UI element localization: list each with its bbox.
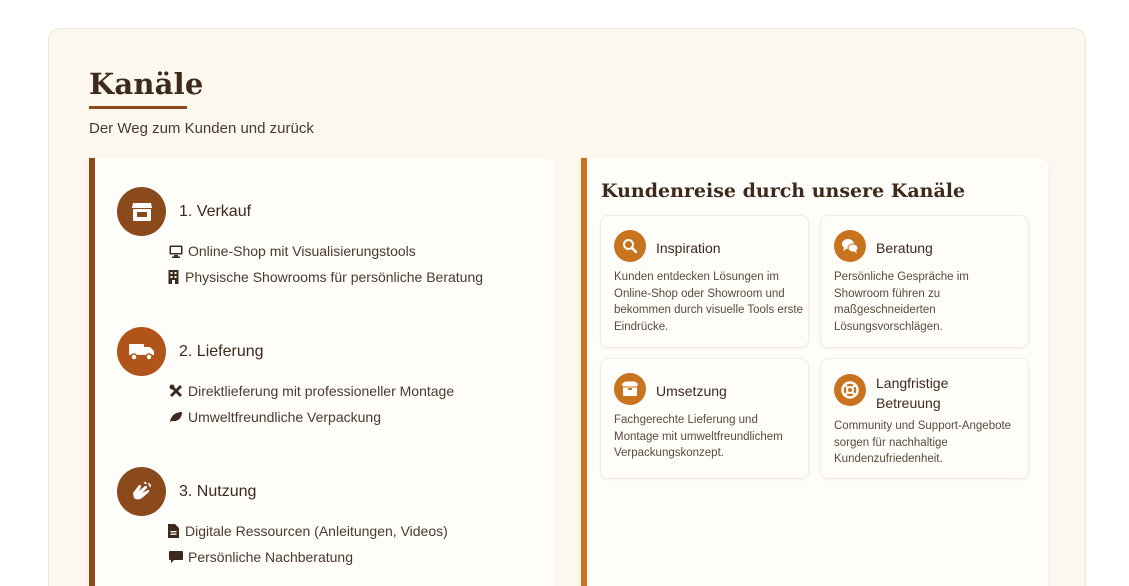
building-icon: [166, 270, 180, 284]
store-icon: [117, 187, 166, 236]
channels-panel: [89, 158, 555, 586]
search-icon: [614, 230, 646, 262]
journey-panel: [581, 158, 1048, 586]
channel-item-label: Umweltfreundliche Verpackung: [188, 409, 381, 425]
channel-item-label: Online-Shop mit Visualisierungstools: [188, 243, 416, 259]
stage-title: Langfristige Betreuung: [876, 375, 949, 411]
stage-description: Persönliche Gespräche im Showroom führen zu maßgeschneiderten Lösungsvorschlägen.: [834, 271, 969, 333]
channel-item-label: Persönliche Nachberatung: [188, 549, 353, 565]
stage-title: Inspiration: [656, 240, 721, 256]
channel-item: [166, 523, 448, 539]
channel-item-label: Digitale Ressourcen (Anleitungen, Videos): [185, 523, 448, 539]
box-icon: [614, 373, 646, 405]
stage-title: Beratung: [876, 240, 933, 256]
channel-item: [169, 409, 381, 425]
stage-implementation: [600, 358, 809, 479]
comment-icon: [169, 550, 183, 564]
channel-item: [169, 243, 416, 259]
stage-description: Kunden entdecken Lösungen im Online-Shop oder Showroom und bekommen durch visuelle Tools erste Eindrücke.: [614, 271, 803, 333]
truck-icon: [117, 327, 166, 376]
hands-icon: [117, 467, 166, 516]
stage-consultation: [820, 215, 1029, 348]
page-subtitle: Der Weg zum Kunden und zurück: [89, 120, 314, 137]
stage-description: Community und Support-Angebote sorgen für nachhaltige Kundenzufriedenheit.: [834, 420, 1012, 465]
stage-description: Fachgerechte Lieferung und Montage mit umweltfreundlichem Verpackungskonzept.: [614, 414, 783, 459]
stage-title: Umsetzung: [656, 383, 727, 399]
channel-item-label: Physische Showrooms für persönliche Beratung: [185, 269, 484, 285]
title-underline: [89, 106, 187, 109]
stage-inspiration: [600, 215, 809, 348]
channel-item: [169, 549, 353, 565]
channels-section: [48, 28, 1086, 586]
page-title: Kanäle: [89, 67, 204, 101]
leaf-icon: [169, 410, 183, 424]
chat-icon: [834, 230, 866, 262]
file-icon: [166, 524, 180, 538]
channel-title: 1. Verkauf: [179, 203, 252, 220]
stage-long-term-support: [820, 358, 1029, 479]
tools-icon: [169, 384, 183, 398]
channel-item: [169, 383, 454, 399]
monitor-icon: [169, 244, 183, 258]
channel-title: 3. Nutzung: [179, 483, 257, 500]
channel-item: [166, 269, 483, 285]
journey-title: Kundenreise durch unsere Kanäle: [601, 180, 966, 202]
lifebuoy-icon: [834, 374, 866, 406]
channel-title: 2. Lieferung: [179, 343, 264, 360]
channel-item-label: Direktlieferung mit professioneller Montage: [188, 383, 455, 399]
